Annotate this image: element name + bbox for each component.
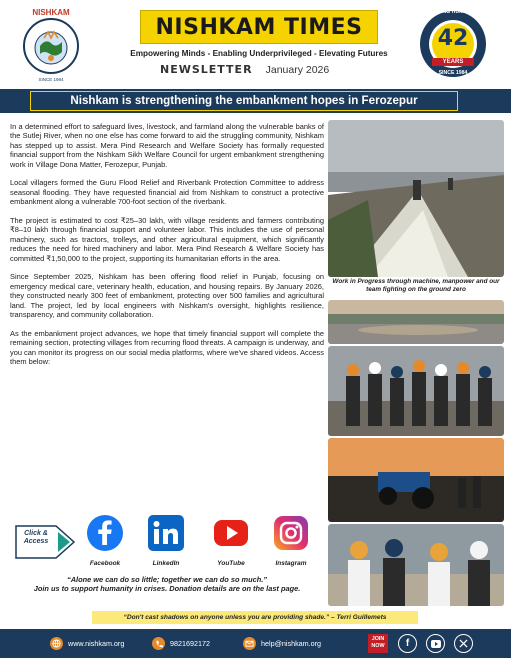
footer xyxy=(0,629,511,658)
youtube-icon xyxy=(212,514,250,552)
badge-bottom-text: SINCE 1984 xyxy=(438,70,468,76)
article-paragraph: Local villagers formed the Guru Flood Relief and Riverbank Protection Committee to address seasonal flooding. They have requested financial aid from Nishkam to construct a protective embankment along a vulnerable 700-foot section of the riverbank. xyxy=(10,178,324,207)
footer-website[interactable] xyxy=(50,629,124,658)
instagram-link[interactable] xyxy=(270,514,312,567)
click-access-label: Click & Access xyxy=(23,530,49,545)
logo-subtext: SINCE 1984 xyxy=(38,77,64,82)
footer-email-text: help@nishkam.org xyxy=(261,639,322,648)
newsletter-header xyxy=(0,0,511,92)
nishkam-logo xyxy=(22,8,80,82)
closing-quote-sub: Join us to support humanity in crises. Donation details are on the last page. xyxy=(33,584,301,593)
logo-text: NISHKAM xyxy=(32,8,70,17)
footer-phone-text: 9821692172 xyxy=(170,639,210,648)
globe-icon xyxy=(50,637,63,650)
badge-number: 42 xyxy=(437,26,469,51)
facebook-link[interactable] xyxy=(84,514,126,567)
footer-youtube-icon[interactable] xyxy=(426,634,445,653)
article-paragraph: As the embankment project advances, we hope that timely financial support will complete the remaining section, protecting villages from recurring flood threats. A campaign is underway, and you can monitor its progress on our social media platforms, where we've shared videos. Access them below: xyxy=(10,328,324,367)
closing-quote-main: “Alone we can do so little; together we can do so much.” xyxy=(67,575,267,584)
youtube-link[interactable] xyxy=(210,514,252,567)
join-now-button[interactable]: JOIN NOW xyxy=(368,634,388,653)
badge-top-text: SERVING HUMANITY xyxy=(426,9,480,15)
closing-quote xyxy=(10,575,324,593)
masthead-title-box xyxy=(140,10,378,44)
mail-icon xyxy=(243,637,256,650)
photo-tractor-evening xyxy=(328,438,504,522)
footer-facebook-icon[interactable]: f xyxy=(398,634,417,653)
linkedin-icon xyxy=(147,514,185,552)
photo-embankment-sandbags xyxy=(328,120,504,277)
newsletter-label: NEWSLETTER xyxy=(160,63,253,76)
badge-years: YEARS xyxy=(442,59,464,65)
photo-river-sunset xyxy=(328,300,504,344)
footer-phone[interactable] xyxy=(152,629,210,658)
issue-date: January 2026 xyxy=(265,64,330,76)
article-body xyxy=(10,122,324,376)
linkedin-label: LinkedIn xyxy=(152,560,180,567)
instagram-label: Instagram xyxy=(275,560,307,567)
facebook-icon xyxy=(86,514,124,552)
photo-sikh-volunteers xyxy=(328,524,504,606)
phone-icon xyxy=(152,637,165,650)
footer-website-text: www.nishkam.org xyxy=(68,639,125,648)
tagline: Empowering Minds - Enabling Underprivileged - Elevating Futures xyxy=(130,49,388,58)
masthead-title: NISHKAM TIMES xyxy=(155,15,363,40)
article-paragraph: The project is estimated to cost ₹25–30 lakh, with village residents and farmers contributing ₹8–10 lakh through financial support and volunteer labor. This includes the use of personal machinery, such as tractors, trolleys, and other agricultural equipment, which significantly reduces the need for hired machinery and labor. Mera Pind Research & Welfare Society has committed ₹1,50,000 to the project, supporting its humanitarian efforts in the area. xyxy=(10,216,324,263)
quote-bar: “Don't cast shadows on anyone unless you are providing shade.” – Terri Guillemets xyxy=(92,611,418,624)
article-headline: Nishkam is strengthening the embankment hopes in Ferozepur xyxy=(30,91,458,111)
footer-x-icon[interactable] xyxy=(454,634,473,653)
footer-email[interactable] xyxy=(243,629,321,658)
facebook-label: Facebook xyxy=(89,560,121,567)
photo-team-group xyxy=(328,346,504,436)
photo-caption: Work in Progress through machine, manpower and our team fighting on the ground zero xyxy=(332,278,500,293)
youtube-label: YouTube xyxy=(217,560,245,567)
article-paragraph: In a determined effort to safeguard lives, livestock, and farmland along the vulnerable banks of the Sutlej River, when no one else has come forward to aid the struggling community, Nishkam has stepped up to assist. Mera Pind Research and Welfare Society has formally requested financial support from the Nishkam Sikh Welfare Council for urgent embankment strengthening work in Village Dona Matter, Ferozepur, Punjab. xyxy=(10,122,324,169)
newsletter-row xyxy=(160,63,380,76)
article-paragraph: Since September 2025, Nishkam has been offering flood relief in Punjab, focusing on emergency medical care, veterinary health, education, and housing repairs. By January 2026, they constructed nearly 300 feet of embankment, protecting over 500 families and agricultural land. The project, led by local engineers with Nishkam's oversight, highlights resilience, transparency, and community collaboration. xyxy=(10,272,324,320)
instagram-icon xyxy=(272,514,310,552)
linkedin-link[interactable] xyxy=(145,514,187,567)
